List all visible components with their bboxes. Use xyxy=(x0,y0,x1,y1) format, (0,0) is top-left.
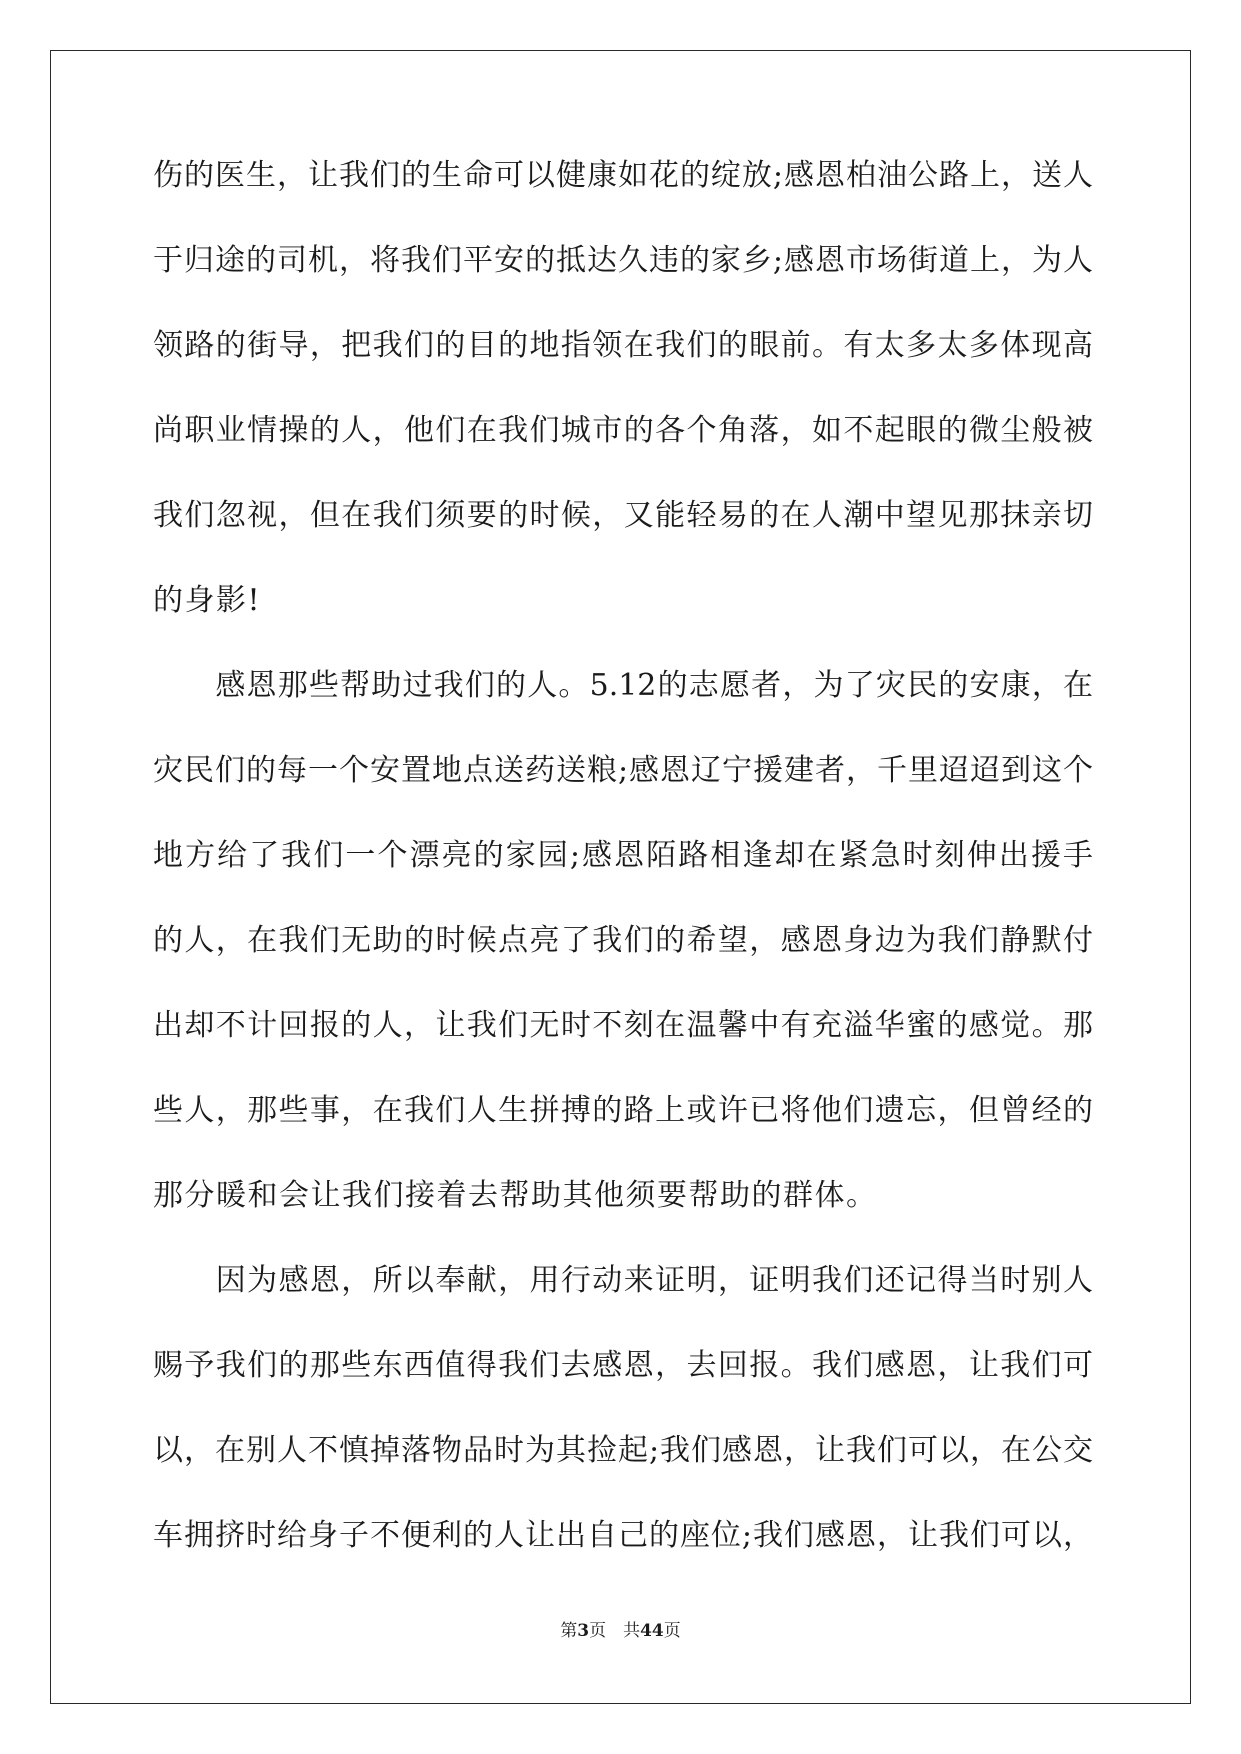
total-page-count: 44 xyxy=(640,1621,664,1641)
page-label-prefix: 第 xyxy=(560,1621,578,1641)
text-line: 的身影! xyxy=(153,583,262,618)
text-line: 赐予我们的那些东西值得我们去感恩，去回报。我们感恩，让我们可 xyxy=(153,1348,1093,1383)
text-line: 以，在别人不慎掉落物品时为其捡起;我们感恩，让我们可以，在公交 xyxy=(153,1433,1093,1468)
text-line: 车拥挤时给身子不便利的人让出自己的座位;我们感恩，让我们可以， xyxy=(153,1518,1093,1553)
text-line: 那分暖和会让我们接着去帮助其他须要帮助的群体。 xyxy=(153,1178,878,1213)
page-footer xyxy=(0,1620,1241,1642)
text-line: 的人，在我们无助的时候点亮了我们的希望，感恩身边为我们静默付 xyxy=(153,923,1093,958)
text-line: 领路的街导，把我们的目的地指领在我们的眼前。有太多太多体现高 xyxy=(153,328,1093,363)
page-label-mid: 页 共 xyxy=(589,1621,641,1641)
paragraph-start-line: 因为感恩，所以奉献，用行动来证明，证明我们还记得当时别人 xyxy=(153,1263,1093,1298)
text-line: 灾民们的每一个安置地点送药送粮;感恩辽宁援建者，千里迢迢到这个 xyxy=(153,753,1093,788)
text-line: 尚职业情操的人，他们在我们城市的各个角落，如不起眼的微尘般被 xyxy=(153,413,1093,448)
text-line: 伤的医生，让我们的生命可以健康如花的绽放;感恩柏油公路上，送人 xyxy=(153,158,1093,193)
text-line: 出却不计回报的人，让我们无时不刻在温馨中有充溢华蜜的感觉。那 xyxy=(153,1008,1093,1043)
current-page-number: 3 xyxy=(577,1621,590,1641)
text-line: 些人，那些事，在我们人生拼搏的路上或许已将他们遗忘，但曾经的 xyxy=(153,1093,1093,1128)
page-label-suffix: 页 xyxy=(663,1621,681,1641)
text-line: 于归途的司机，将我们平安的抵达久违的家乡;感恩市场街道上，为人 xyxy=(153,243,1093,278)
paragraph-start-line: 感恩那些帮助过我们的人。5.12的志愿者，为了灾民的安康，在 xyxy=(153,668,1093,703)
text-line: 我们忽视，但在我们须要的时候，又能轻易的在人潮中望见那抹亲切 xyxy=(153,498,1093,533)
text-line: 地方给了我们一个漂亮的家园;感恩陌路相逢却在紧急时刻伸出援手 xyxy=(153,838,1093,873)
